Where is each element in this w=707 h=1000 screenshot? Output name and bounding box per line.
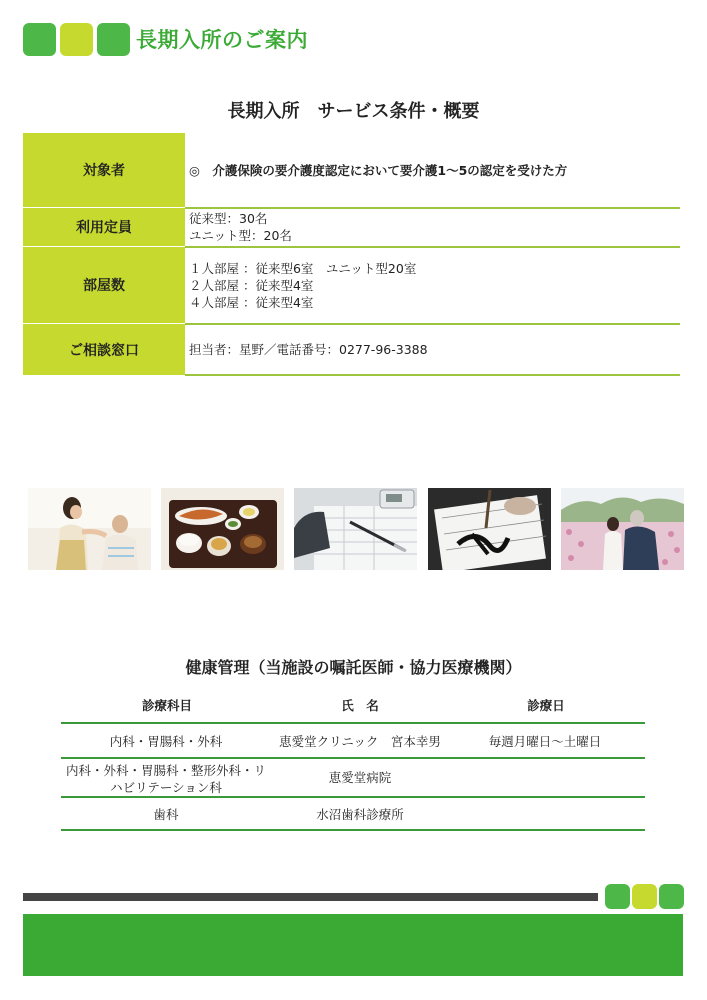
header-square-2 (60, 23, 93, 56)
condition-row-target (23, 133, 680, 207)
health-cell-dept (61, 762, 271, 796)
health-title: 健康管理（当施設の嘱託医師・協力医療機関） (185, 658, 522, 677)
health-header-days: 診療日 (527, 698, 565, 713)
table-divider (61, 722, 645, 724)
health-cell-name: 恵愛堂クリニック 宮本幸男 (279, 734, 441, 749)
photo-couple-walking (561, 488, 684, 570)
health-cell-dept-line: ハビリテーション科 (110, 780, 222, 795)
header-square-1 (23, 23, 56, 56)
condition-row-contact (23, 324, 680, 375)
page-title: 長期入所のご案内 (136, 28, 308, 52)
row-divider (185, 374, 680, 376)
health-cell-days: 毎週月曜日～土曜日 (488, 734, 602, 749)
table-divider (61, 757, 645, 759)
condition-value (187, 208, 680, 246)
condition-label: 部屋数 (23, 247, 185, 323)
header-square-3 (97, 23, 130, 56)
health-header-dept: 診療科目 (141, 698, 192, 713)
condition-line: ２人部屋 ：従来型4室 (189, 278, 314, 293)
condition-line: ユニット型：20名 (189, 228, 292, 243)
photo-caregiver (28, 488, 151, 570)
health-cell-name: 恵愛堂病院 (328, 770, 392, 785)
condition-line: １人部屋 ：従来型6室 ユニット型20室 (189, 261, 417, 276)
table-divider (61, 796, 645, 798)
health-cell-dept: 内科・胃腸科・外科 (109, 734, 223, 749)
footer-bar (23, 893, 598, 901)
photo-medical-chart (294, 488, 417, 570)
photo-calligraphy (428, 488, 551, 570)
health-cell-name: 水沼歯科診療所 (316, 807, 404, 822)
footer-square-1 (605, 884, 630, 909)
condition-line: 担当者：星野／電話番号：0277-96-3388 (189, 342, 428, 357)
condition-label: 対象者 (23, 133, 185, 207)
conditions-title: 長期入所 サービス条件・概要 (227, 101, 480, 122)
health-cell-dept: 歯科 (153, 807, 179, 822)
condition-line: 従来型：30名 (189, 211, 268, 226)
table-divider (61, 829, 645, 831)
condition-line: ４人部屋 ：従来型4室 (189, 295, 314, 310)
condition-row-capacity (23, 208, 680, 246)
photo-meal (161, 488, 284, 570)
health-cell-dept-line: 内科・外科・胃腸科・整形外科・リ (65, 763, 266, 778)
condition-row-rooms (23, 247, 680, 323)
condition-label: ご相談窓口 (23, 324, 185, 375)
footer-square-2 (632, 884, 657, 909)
footer-block (23, 914, 683, 976)
condition-value (187, 133, 680, 207)
condition-value (187, 324, 680, 375)
condition-line: ◎ 介護保険の要介護度認定において要介護1～5の認定を受けた方 (189, 162, 568, 178)
footer-square-3 (659, 884, 684, 909)
condition-label: 利用定員 (23, 208, 185, 246)
health-header-name: 氏 名 (341, 698, 379, 713)
